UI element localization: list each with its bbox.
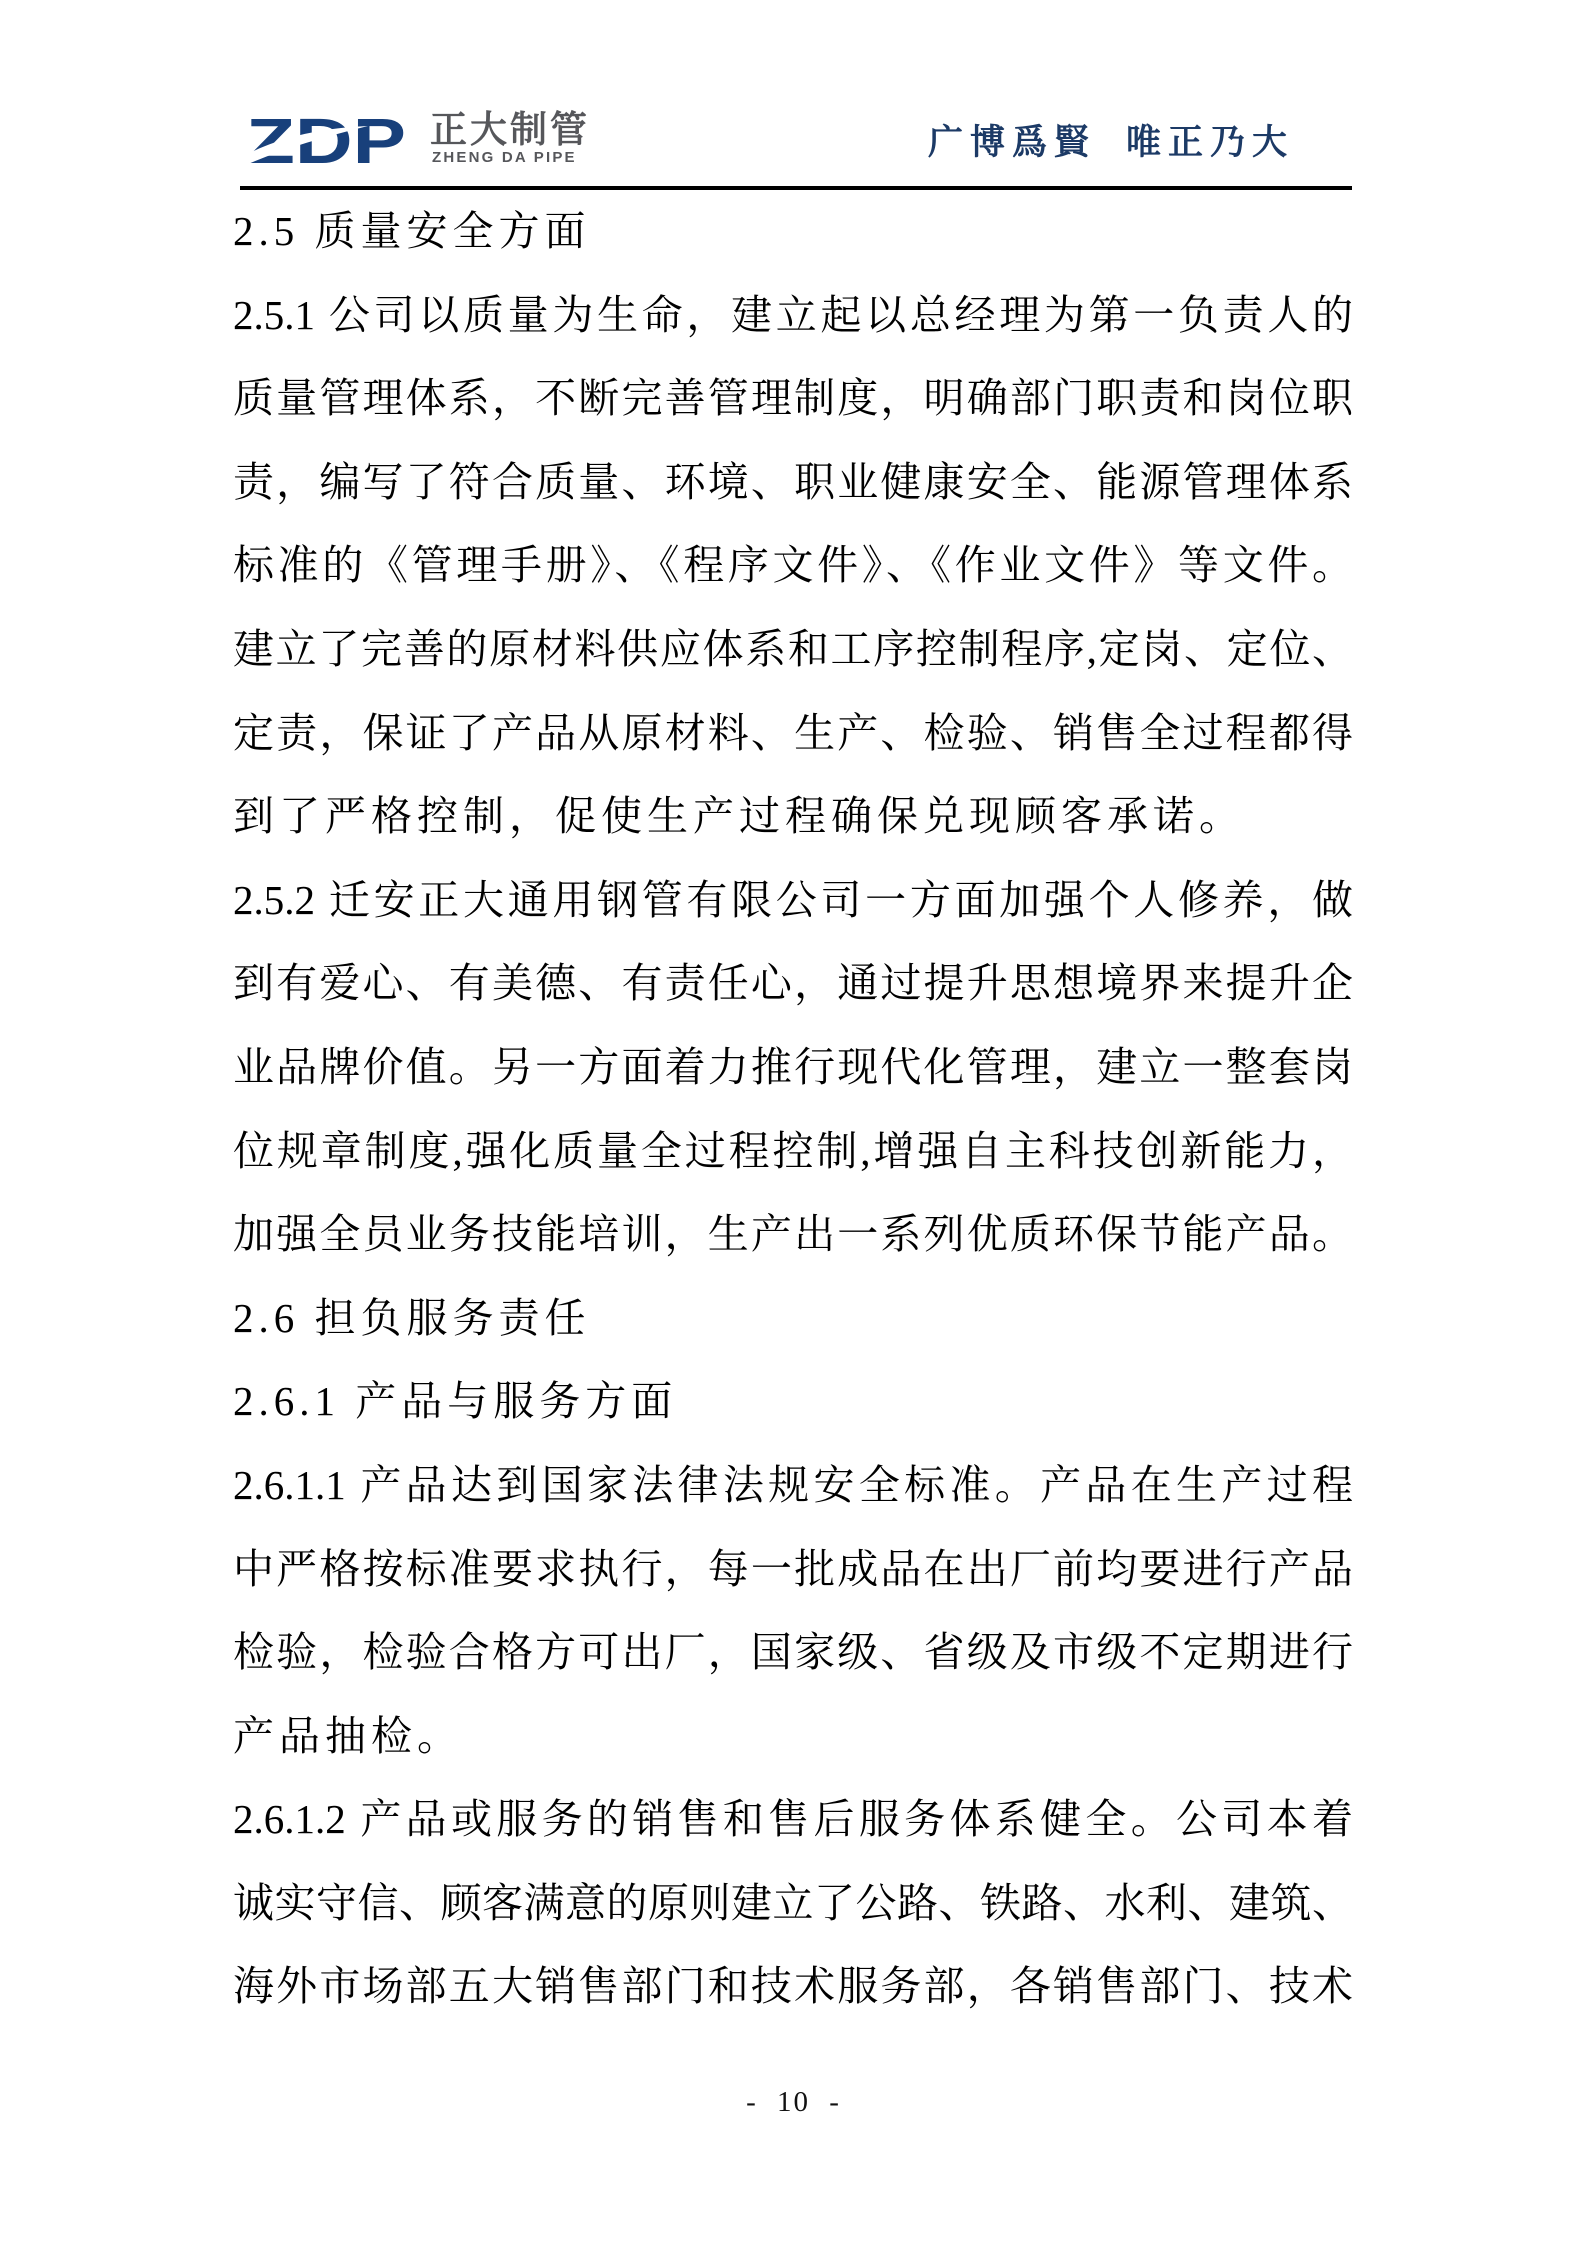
text-line: 2.5.1 公司以质量为生命，建立起以总经理为第一负责人的 [233, 291, 1353, 338]
logo-acronym-text: ZDP [246, 110, 406, 172]
text-line: 产品抽检。 [233, 1712, 463, 1759]
page-number: - 10 - [746, 2086, 841, 2118]
text-line: 加强全员业务技能培训，生产出一系列优质环保节能产品。 [233, 1211, 1353, 1258]
logo-company-name-en: ZHENG DA PIPE [432, 149, 577, 166]
text-line: 2.6.1 产品与服务方面 [233, 1378, 678, 1425]
text-line: 定责，保证了产品从原材料、生产、检验、销售全过程都得 [233, 709, 1353, 756]
text-line: 2.6.1.1 产品达到国家法律法规安全标准。产品在生产过程 [233, 1461, 1353, 1508]
page-footer [0, 2086, 1587, 2119]
document-body [233, 190, 1353, 2029]
text-line: 2.5 质量安全方面 [233, 208, 591, 254]
text-line: 位规章制度,强化质量全过程控制,增强自主科技创新能力， [233, 1127, 1353, 1174]
text-line: 到了严格控制，促使生产过程确保兑现顾客承诺。 [233, 793, 1245, 840]
text-line: 到有爱心、有美德、有责任心，通过提升思想境界来提升企 [233, 960, 1353, 1007]
text-line: 诚实守信、顾客满意的原则建立了公路、铁路、水利、建筑、 [233, 1879, 1353, 1926]
slogan-left: 广博爲賢 [928, 123, 1097, 162]
text-line: 责，编写了符合质量、环境、职业健康安全、能源管理体系 [233, 458, 1353, 505]
text-line: 中严格按标准要求执行，每一批成品在出厂前均要进行产品 [233, 1545, 1353, 1592]
text-line: 业品牌价值。另一方面着力推行现代化管理，建立一整套岗 [233, 1043, 1353, 1090]
header-slogan [928, 122, 1294, 164]
logo-company-name-cn: 正大制管 [430, 109, 590, 150]
zdp-logo-icon [246, 110, 408, 172]
text-line: 标准的《管理手册》、《程序文件》、《作业文件》等文件。 [233, 542, 1353, 589]
text-line: 海外市场部五大销售部门和技术服务部，各销售部门、技术 [233, 1963, 1353, 2010]
slogan-right: 唯正乃大 [1126, 123, 1295, 162]
text-line: 建立了完善的原材料供应体系和工序控制程序,定岗、定位、 [233, 625, 1353, 672]
text-line: 2.6.1.2 产品或服务的销售和售后服务体系健全。公司本着 [233, 1796, 1353, 1843]
text-line: 2.6 担负服务责任 [233, 1294, 591, 1341]
text-line: 2.5.2 迁安正大通用钢管有限公司一方面加强个人修养，做 [233, 876, 1353, 923]
text-line: 检验，检验合格方可出厂，国家级、省级及市级不定期进行 [233, 1629, 1353, 1676]
text-line: 质量管理体系，不断完善管理制度，明确部门职责和岗位职 [233, 375, 1353, 422]
